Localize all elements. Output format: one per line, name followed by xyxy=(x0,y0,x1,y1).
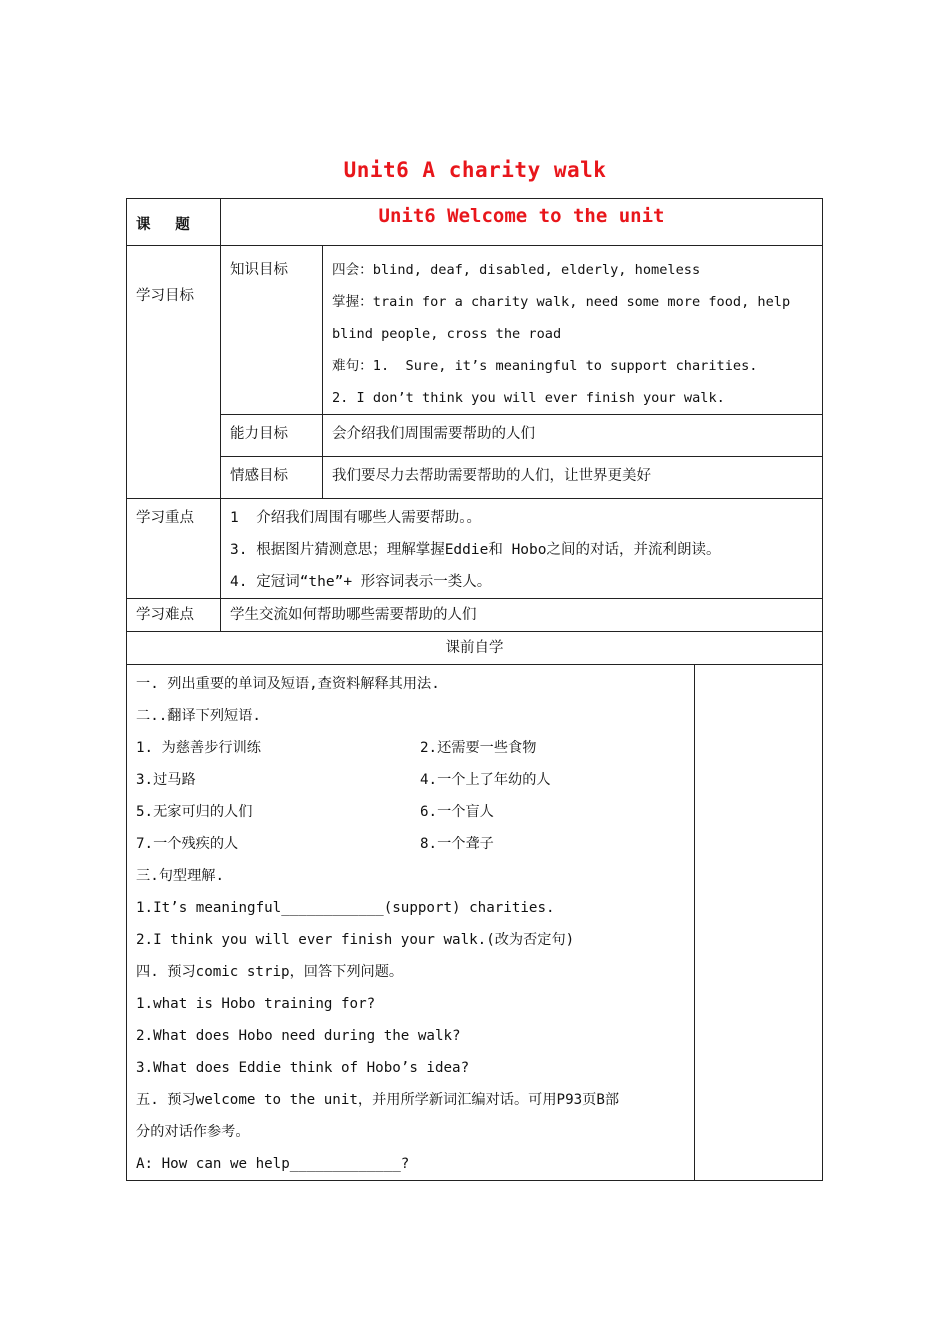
question-line: 1.what is Hobo training for? xyxy=(136,996,376,1012)
phrase-row xyxy=(136,796,694,828)
section-heading: 三.句型理解. xyxy=(136,868,225,884)
preview-header-cell xyxy=(127,632,823,665)
knowledge-goal-row xyxy=(127,246,823,415)
key-points-content-cell xyxy=(221,499,823,599)
ability-goal-label: 能力目标 xyxy=(230,426,288,442)
phrase-item: 3.过马路 xyxy=(136,772,196,788)
phrase-item: 7.一个残疾的人 xyxy=(136,836,239,852)
goals-label: 学习目标 xyxy=(136,288,194,304)
ability-content-cell xyxy=(323,415,823,457)
topic-label-cell xyxy=(127,199,221,246)
key-point-line: 3. 根据图片猜测意思；理解掌握Eddie和 Hobo之间的对话，并流利朗读。 xyxy=(230,542,721,558)
knowledge-content-cell xyxy=(323,246,823,415)
phrase-item: 8.一个聋子 xyxy=(420,836,494,852)
knowledge-line: 掌握：train for a charity walk, need some more food, help xyxy=(332,294,791,310)
preview-header: 课前自学 xyxy=(445,640,504,656)
ability-label-cell xyxy=(221,415,323,457)
dialog-line: A: How can we help_____________? xyxy=(136,1156,410,1172)
key-points-label-cell xyxy=(127,499,221,599)
knowledge-line: 2. I don’t think you will ever finish your walk. xyxy=(332,390,725,406)
knowledge-goal-label: 知识目标 xyxy=(230,262,288,278)
difficulties-label-cell xyxy=(127,599,221,632)
section-heading: 四. 预习comic strip，回答下列问题。 xyxy=(136,964,404,980)
key-point-line: 4. 定冠词“the”+ 形容词表示一类人。 xyxy=(230,574,492,590)
difficulties-content-cell xyxy=(221,599,823,632)
topic-value-cell xyxy=(221,199,823,246)
knowledge-line: 四会：blind, deaf, disabled, elderly, homeless xyxy=(332,262,701,278)
preview-line: 二..翻译下列短语. xyxy=(136,708,261,724)
difficulties-text: 学生交流如何帮助哪些需要帮助的人们 xyxy=(230,607,477,623)
emotion-content-cell xyxy=(323,457,823,499)
phrase-item: 2.还需要一些食物 xyxy=(420,740,537,756)
lesson-plan-table xyxy=(126,198,823,1181)
difficulties-label: 学习难点 xyxy=(136,607,194,623)
phrase-row xyxy=(136,732,694,764)
preview-header-row xyxy=(127,632,823,665)
unit-heading: Unit6 Welcome to the unit xyxy=(378,205,665,227)
topic-row xyxy=(127,199,823,246)
document-title: Unit6 A charity walk xyxy=(343,158,607,182)
section-heading: 五. 预习welcome to the unit，并用所学新词汇编对话。可用P93页B部 xyxy=(136,1092,620,1108)
preview-content-cell xyxy=(127,665,695,1181)
phrase-row xyxy=(136,764,694,796)
topic-label: 课 题 xyxy=(136,217,198,233)
emotion-goal-text: 我们要尽力去帮助需要帮助的人们，让世界更美好 xyxy=(332,468,651,484)
difficulties-row xyxy=(127,599,823,632)
notes-cell xyxy=(695,665,823,1181)
section-heading-cont: 分的对话作参考。 xyxy=(136,1124,250,1140)
preview-line: 一. 列出重要的单词及短语,查资料解释其用法. xyxy=(136,676,440,692)
key-point-line: 1 介绍我们周围有哪些人需要帮助。。 xyxy=(230,510,481,526)
knowledge-line: blind people, cross the road xyxy=(332,326,562,342)
goals-label-cell xyxy=(127,246,221,499)
preview-body-row xyxy=(127,665,823,1181)
emotion-goal-row xyxy=(127,457,823,499)
exercise-line: 2.I think you will ever finish your walk.(改为否定句) xyxy=(136,932,575,948)
key-points-label: 学习重点 xyxy=(136,510,194,526)
emotion-label-cell xyxy=(221,457,323,499)
key-points-row xyxy=(127,499,823,599)
knowledge-label-cell xyxy=(221,246,323,415)
emotion-goal-label: 情感目标 xyxy=(230,468,288,484)
knowledge-line: 难句：1. Sure, it’s meaningful to support charities. xyxy=(332,358,758,374)
ability-goal-text: 会介绍我们周围需要帮助的人们 xyxy=(332,426,535,442)
phrase-row xyxy=(136,828,694,860)
question-line: 2.What does Hobo need during the walk? xyxy=(136,1028,461,1044)
phrase-item: 4.一个上了年幼的人 xyxy=(420,772,551,788)
question-line: 3.What does Eddie think of Hobo’s idea? xyxy=(136,1060,470,1076)
exercise-line: 1.It’s meaningful____________(support) charities. xyxy=(136,900,555,916)
phrase-item: 1. 为慈善步行训练 xyxy=(136,740,261,756)
phrase-item: 5.无家可归的人们 xyxy=(136,804,253,820)
phrase-item: 6.一个盲人 xyxy=(420,804,494,820)
ability-goal-row xyxy=(127,415,823,457)
